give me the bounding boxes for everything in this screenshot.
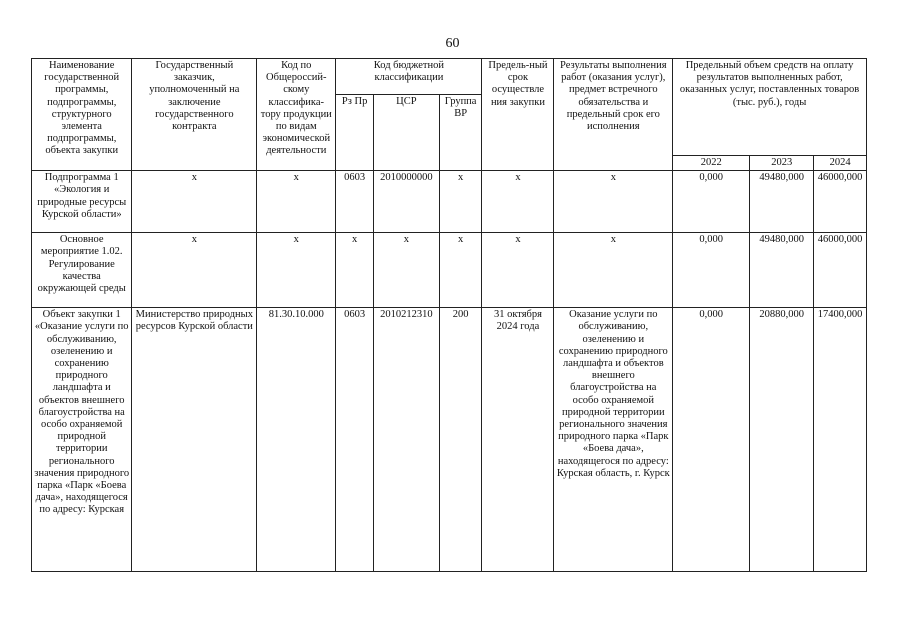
row-okpd: х (257, 233, 336, 308)
row-rzpr: 0603 (336, 171, 374, 233)
header-budget-code: Код бюджетной классификации (336, 59, 482, 95)
row-csr: 2010000000 (373, 171, 439, 233)
row-vr: х (439, 171, 482, 233)
row-okpd: х (257, 171, 336, 233)
row-2024: 17400,000 (814, 308, 867, 572)
row-customer: х (132, 171, 257, 233)
row-deadline: 31 октября 2024 года (482, 308, 554, 572)
row-name: Основное мероприятие 1.02. Регулирование качества окружающей среды (32, 233, 132, 308)
header-okpd: Код по Общероссий-скому классифика-тору продукции по видам экономической деятельности (257, 59, 336, 171)
row-name: Подпрограмма 1 «Экология и природные ресурсы Курской области» (32, 171, 132, 233)
header-name: Наименование государственной программы, подпрограммы, структурного элемента подпрограммы, объекта закупки (32, 59, 132, 171)
header-vr: Группа ВР (439, 95, 482, 171)
page-number: 60 (445, 36, 460, 51)
procurement-table (31, 58, 867, 572)
header-year-2023: 2023 (750, 156, 814, 171)
row-2022: 0,000 (673, 308, 750, 572)
row-csr: х (373, 233, 439, 308)
row-2024: 46000,000 (814, 233, 867, 308)
row-results: х (554, 171, 673, 233)
header-year-2022: 2022 (673, 156, 750, 171)
header-deadline: Предель-ный срок осуществле ния закупки (482, 59, 554, 171)
row-2023: 20880,000 (750, 308, 814, 572)
header-csr: ЦСР (373, 95, 439, 171)
header-results: Результаты выполнения работ (оказания услуг), предмет встречного обязательства и предельный срок его исполнения (554, 59, 673, 171)
table-row (32, 171, 867, 233)
row-2022: 0,000 (673, 233, 750, 308)
row-deadline: х (482, 233, 554, 308)
row-2024: 46000,000 (814, 171, 867, 233)
row-2023: 49480,000 (750, 171, 814, 233)
row-csr: 2010212310 (373, 308, 439, 572)
row-name: Объект закупки 1 «Оказание услуги по обслуживанию, озеленению и сохранению природного ландшафта и объектов внешнего благоустройства на особо охраняемой природной территории регионального значения природного парка «Парк «Боева дача», находящегося по адресу: Курская (32, 308, 132, 572)
row-2023: 49480,000 (750, 233, 814, 308)
header-rzpr: Рз Пр (336, 95, 374, 171)
row-rzpr: х (336, 233, 374, 308)
row-vr: 200 (439, 308, 482, 572)
row-okpd: 81.30.10.000 (257, 308, 336, 572)
header-year-2024: 2024 (814, 156, 867, 171)
header-customer: Государственный заказчик, уполномоченный на заключение государственного контракта (132, 59, 257, 171)
row-vr: х (439, 233, 482, 308)
row-results: х (554, 233, 673, 308)
header-volume: Предельный объем средств на оплату результатов выполненных работ, оказанных услуг, поставленных товаров (тыс. руб.), годы (673, 59, 867, 156)
row-results: Оказание услуги по обслуживанию, озеленению и сохранению природного ландшафта и объектов внешнего благоустройства на особо охраняемой природной территории регионального значения природного парка «Парк «Боева дача», находящегося по адресу: Курская область, г. Курск (554, 308, 673, 572)
row-rzpr: 0603 (336, 308, 374, 572)
table-row (32, 233, 867, 308)
row-customer: х (132, 233, 257, 308)
row-deadline: х (482, 171, 554, 233)
row-customer: Министерство природных ресурсов Курской области (132, 308, 257, 572)
table-row (32, 308, 867, 572)
row-2022: 0,000 (673, 171, 750, 233)
